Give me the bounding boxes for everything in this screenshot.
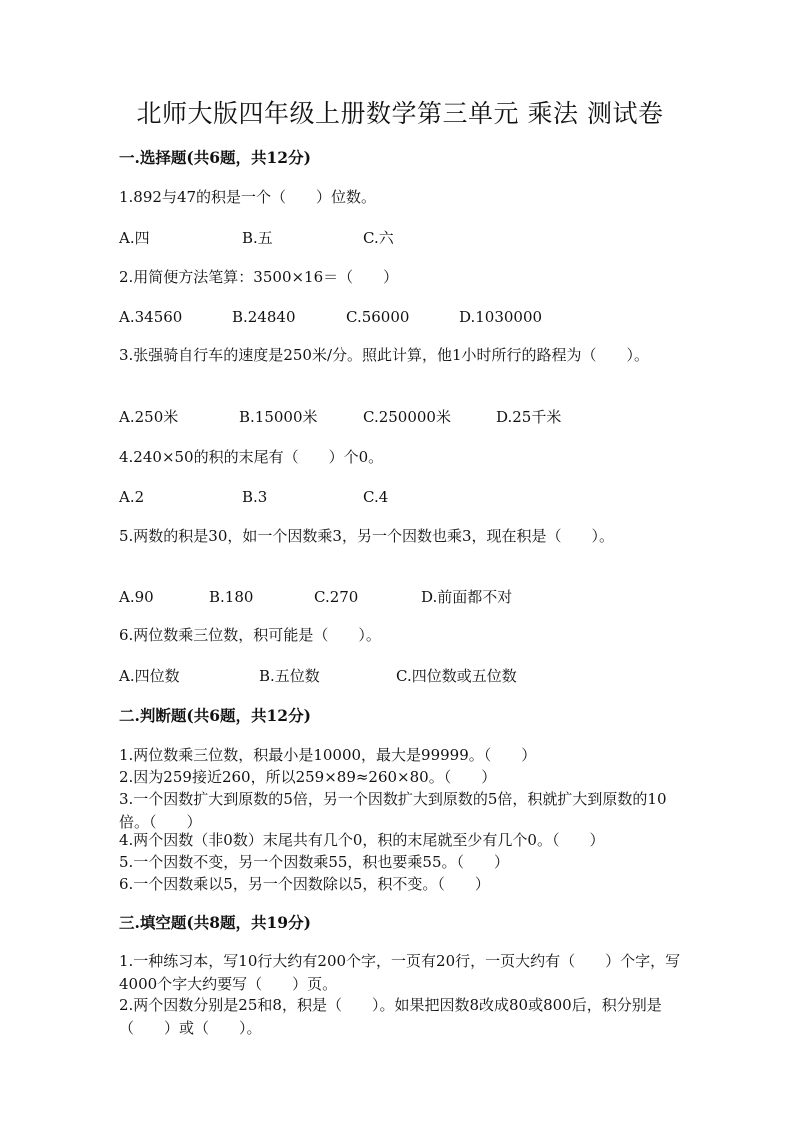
question-2-text: 2.用简便方法笔算：3500×16＝（ ） [119, 268, 399, 286]
q6-option-c: C.四位数或五位数 [396, 667, 517, 685]
q4-option-b: B.3 [242, 488, 268, 506]
section-heading-choice: 一.选择题(共6题，共12分) [119, 148, 311, 167]
q2-option-d: D.1030000 [459, 308, 543, 326]
q3-option-d: D.25千米 [496, 408, 562, 426]
q3-option-a: A.250米 [119, 408, 179, 426]
q4-option-a: A.2 [119, 488, 145, 506]
fill-item-2: 2.两个因数分别是25和8，积是（ ）。如果把因数8改成80或800后，积分别是（ ）或（ ）。 [119, 996, 662, 1037]
q6-option-a: A.四位数 [119, 667, 180, 685]
question-5-text: 5.两数的积是30，如一个因数乘3，另一个因数也乘3，现在积是（ ）。 [119, 527, 614, 545]
q2-option-a: A.34560 [119, 308, 183, 326]
q1-option-b: B.五 [242, 229, 273, 247]
q5-option-a: A.90 [119, 588, 154, 606]
section-heading-judge: 二.判断题(共6题，共12分) [119, 706, 311, 725]
q5-option-c: C.270 [314, 588, 359, 606]
question-6-text: 6.两位数乘三位数，积可能是（ ）。 [119, 626, 381, 644]
section-heading-fill: 三.填空题(共8题，共19分) [119, 913, 311, 932]
question-4-text: 4.240×50的积的末尾有（ ）个0。 [119, 448, 384, 466]
page-title: 北师大版四年级上册数学第三单元 乘法 测试卷 [136, 99, 664, 128]
judge-item-5: 5.一个因数不变，另一个因数乘55，积也要乘55。（ ） [119, 853, 509, 871]
q1-option-a: A.四 [119, 229, 150, 247]
question-3-text: 3.张强骑自行车的速度是250米/分。照此计算，他1小时所行的路程为（ ）。 [119, 346, 650, 364]
q3-option-b: B.15000米 [239, 408, 318, 426]
q1-option-c: C.六 [363, 229, 394, 247]
question-1-text: 1.892与47的积是一个（ ）位数。 [119, 188, 377, 206]
q5-option-d: D.前面都不对 [421, 588, 513, 606]
q3-option-c: C.250000米 [363, 408, 451, 426]
fill-item-1: 1.一种练习本，写10行大约有200个字，一页有20行，一页大约有（ ）个字，写4000个字大约要写（ ）页。 [119, 952, 681, 993]
judge-item-6: 6.一个因数乘以5，另一个因数除以5，积不变。（ ） [119, 875, 490, 893]
q2-option-b: B.24840 [232, 308, 296, 326]
q2-option-c: C.56000 [346, 308, 410, 326]
q4-option-c: C.4 [363, 488, 389, 506]
q6-option-b: B.五位数 [259, 667, 320, 685]
judge-item-4: 4.两个因数（非0数）末尾共有几个0，积的末尾就至少有几个0。（ ） [119, 831, 605, 849]
judge-item-3: 3.一个因数扩大到原数的5倍，另一个因数扩大到原数的5倍，积就扩大到原数的10倍。（ ） [119, 790, 667, 831]
judge-item-1: 1.两位数乘三位数，积最小是10000，最大是99999。（ ） [119, 746, 537, 764]
judge-item-2: 2.因为259接近260，所以259×89≈260×80。（ ） [119, 768, 497, 786]
q5-option-b: B.180 [209, 588, 254, 606]
